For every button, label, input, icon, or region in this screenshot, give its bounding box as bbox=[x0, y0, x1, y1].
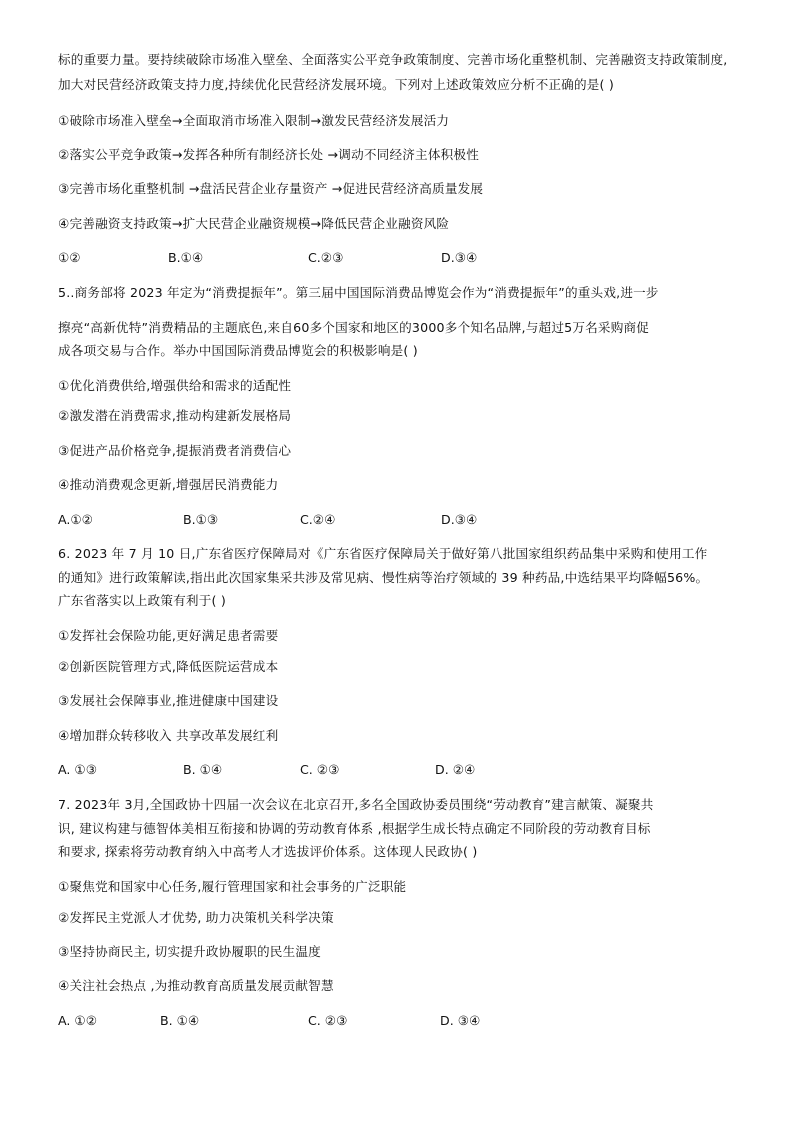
q5-stem-line-1: 5..商务部将 2023 年定为“消费提振年”。第三届中国国际消费品博览会作为“消费提振年”的重头戏,进一步 bbox=[58, 285, 659, 300]
q6-item-3: ③发展社会保障事业,推进健康中国建设 bbox=[58, 693, 279, 708]
q4-option-b: B.①④ bbox=[168, 250, 204, 265]
q5-option-d: D.③④ bbox=[441, 512, 478, 527]
q4-item-1: ①破除市场准入壁垒→全面取消市场准入限制→激发民营经济发展活力 bbox=[58, 113, 450, 128]
q7-stem-line-2: 识, 建议构建与德智体美相互衔接和协调的劳动教育体系 ,根据学生成长特点确定不同阶段的劳动教育目标 bbox=[58, 821, 651, 836]
q5-item-3: ③促进产品价格竞争,提振消费者消费信心 bbox=[58, 443, 292, 458]
q6-item-4: ④增加群众转移收入 共享改革发展红利 bbox=[58, 728, 279, 743]
q7-option-c: C. ②③ bbox=[308, 1013, 348, 1028]
q7-option-b: B. ①④ bbox=[160, 1013, 200, 1028]
q5-option-b: B.①③ bbox=[183, 512, 219, 527]
q6-option-b: B. ①④ bbox=[183, 762, 223, 777]
q7-item-4: ④关注社会热点 ,为推动教育高质量发展贡献智慧 bbox=[58, 978, 334, 993]
q5-item-4: ④推动消费观念更新,增强居民消费能力 bbox=[58, 477, 279, 492]
q7-item-3: ③坚持协商民主, 切实提升政协履职的民生温度 bbox=[58, 944, 321, 959]
q6-item-2: ②创新医院管理方式,降低医院运营成本 bbox=[58, 659, 279, 674]
q7-stem-line-3: 和要求, 探索将劳动教育纳入中高考人才选拔评价体系。这体现人民政协( ) bbox=[58, 844, 478, 859]
q6-item-1: ①发挥社会保险功能,更好满足患者需要 bbox=[58, 628, 279, 643]
q4-option-d: D.③④ bbox=[441, 250, 478, 265]
q7-stem-line-1: 7. 2023年 3月,全国政协十四届一次会议在北京召开,多名全国政协委员围绕“劳动教育”建言献策、凝聚共 bbox=[58, 797, 654, 812]
q6-option-c: C. ②③ bbox=[300, 762, 340, 777]
q4-stem-line-1: 标的重要力量。要持续破除市场准入壁垒、全面落实公平竞争政策制度、完善市场化重整机制、完善融资支持政策制度, bbox=[58, 52, 728, 67]
q5-option-a: A.①② bbox=[58, 512, 93, 527]
q4-item-3: ③完善市场化重整机制 →盘活民营企业存量资产 →促进民营经济高质量发展 bbox=[58, 181, 484, 196]
q7-item-2: ②发挥民主党派人才优势, 助力决策机关科学决策 bbox=[58, 910, 334, 925]
q6-stem-line-2: 的通知》进行政策解读,指出此次国家集采共涉及常见病、慢性病等治疗领域的 39 种药品,中选结果平均降幅56%。 bbox=[58, 570, 709, 585]
q6-stem-line-1: 6. 2023 年 7 月 10 日,广东省医疗保障局对《广东省医疗保障局关于做好第八批国家组织药品集中采购和使用工作 bbox=[58, 546, 708, 561]
q7-option-a: A. ①② bbox=[58, 1013, 97, 1028]
q7-option-d: D. ③④ bbox=[440, 1013, 481, 1028]
q4-stem-line-2: 加大对民营经济政策支持力度,持续优化民营经济发展环境。下列对上述政策效应分析不正确的是( ) bbox=[58, 77, 614, 92]
q6-option-d: D. ②④ bbox=[435, 762, 476, 777]
q5-item-1: ①优化消费供给,增强供给和需求的适配性 bbox=[58, 378, 292, 393]
q6-option-a: A. ①③ bbox=[58, 762, 97, 777]
q4-item-4: ④完善融资支持政策→扩大民营企业融资规模→降低民营企业融资风险 bbox=[58, 216, 450, 231]
q5-item-2: ②激发潜在消费需求,推动构建新发展格局 bbox=[58, 408, 292, 423]
q5-stem-line-2: 擦亮“高新优特”消费精品的主题底色,来自60多个国家和地区的3000多个知名品牌,与超过5万名采购商促 bbox=[58, 320, 650, 335]
q5-stem-line-3: 成各项交易与合作。举办中国国际消费品博览会的积极影响是( ) bbox=[58, 343, 418, 358]
q5-option-c: C.②④ bbox=[300, 512, 336, 527]
q4-option-a: ①② bbox=[58, 250, 81, 265]
q4-option-c: C.②③ bbox=[308, 250, 344, 265]
q7-item-1: ①聚焦党和国家中心任务,履行管理国家和社会事务的广泛职能 bbox=[58, 879, 407, 894]
q4-item-2: ②落实公平竞争政策→发挥各种所有制经济长处 →调动不同经济主体积极性 bbox=[58, 147, 480, 162]
q6-stem-line-3: 广东省落实以上政策有利于( ) bbox=[58, 593, 226, 608]
